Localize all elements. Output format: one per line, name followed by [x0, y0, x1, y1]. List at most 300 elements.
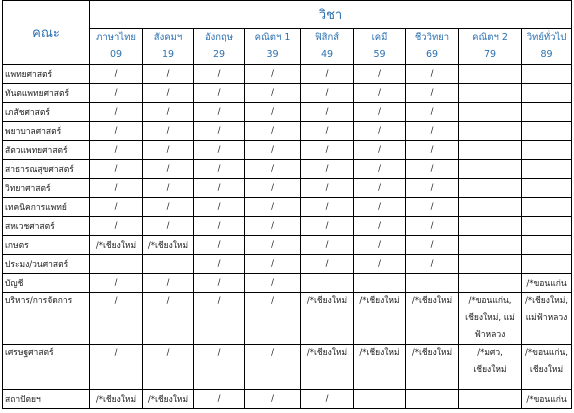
requirement-text: / [325, 126, 329, 136]
requirement-text: / [378, 126, 381, 136]
subject-code: 09 [109, 49, 123, 60]
requirement-cell [194, 141, 245, 160]
requirement-text: / [166, 107, 170, 117]
requirement-cell [406, 236, 459, 255]
table-row [3, 65, 572, 84]
requirement-text: / [325, 240, 329, 250]
requirement-text: / [430, 69, 434, 79]
table-row [3, 198, 572, 217]
subject-name: เคมี [371, 32, 388, 43]
requirement-text: / [166, 348, 170, 358]
requirement-cell [459, 293, 522, 345]
requirement-text: / [378, 145, 381, 155]
requirement-text: / [114, 164, 118, 174]
requirement-cell [354, 255, 406, 274]
faculty-subject-table [2, 0, 572, 409]
subject-name: ภาษาไทย [96, 32, 136, 43]
requirement-cell [459, 84, 522, 103]
requirement-cell [459, 274, 522, 293]
requirement-cell [354, 198, 406, 217]
requirement-cell [406, 103, 459, 122]
requirement-text: / [114, 202, 118, 212]
requirement-cell [522, 179, 572, 198]
requirement-cell [143, 345, 194, 390]
faculty-name: สถาปัตยฯ [3, 390, 90, 409]
requirement-cell [143, 84, 194, 103]
faculty-name: แพทยศาสตร์ [3, 65, 90, 84]
requirement-text: / [325, 202, 329, 212]
requirement-cell [406, 198, 459, 217]
requirement-cell [143, 293, 194, 345]
table-row [3, 390, 572, 409]
faculty-name: เทคนิคการแพทย์ [3, 198, 90, 217]
table-body [3, 65, 572, 409]
requirement-text: / [217, 394, 221, 404]
requirement-cell [90, 103, 143, 122]
requirement-text: / [430, 107, 434, 117]
requirement-cell [90, 65, 143, 84]
requirement-cell [354, 236, 406, 255]
requirement-text: / [217, 348, 221, 358]
requirement-text: / [325, 221, 329, 231]
table-row [3, 293, 572, 345]
subject-code: 69 [425, 49, 439, 60]
faculty-column-header: คณะ [3, 1, 90, 65]
requirement-text: / [325, 394, 329, 404]
requirement-cell [522, 103, 572, 122]
requirement-cell [245, 390, 301, 409]
requirement-cell [406, 217, 459, 236]
requirement-text: / [378, 259, 381, 269]
requirement-cell [143, 390, 194, 409]
requirement-text: / [217, 88, 221, 98]
table-row [3, 141, 572, 160]
requirement-text: / [325, 259, 329, 269]
table-row [3, 122, 572, 141]
requirement-cell [90, 217, 143, 236]
requirement-text: / [114, 145, 118, 155]
requirement-text: / [114, 107, 118, 117]
requirement-cell [143, 255, 194, 274]
requirement-cell [459, 103, 522, 122]
requirement-cell [522, 65, 572, 84]
requirement-cell [143, 274, 194, 293]
subject-name: ฟิสิกส์ [314, 32, 340, 43]
subject-name: อังกฤษ [204, 32, 234, 43]
requirement-cell [194, 390, 245, 409]
requirement-text: /*มศว, [477, 348, 503, 358]
subject-code: 59 [373, 49, 386, 60]
faculty-name: สัตวแพทยศาสตร์ [3, 141, 90, 160]
subject-group-header: วิชา [90, 1, 572, 29]
requirement-cell [194, 65, 245, 84]
requirement-cell [90, 179, 143, 198]
requirement-text: / [114, 183, 118, 193]
requirement-text: / [217, 259, 221, 269]
requirement-text: / [166, 88, 170, 98]
requirement-cell [90, 160, 143, 179]
requirement-cell [143, 103, 194, 122]
requirement-cell [522, 122, 572, 141]
subject-header [245, 29, 301, 65]
requirement-text: / [271, 202, 274, 212]
requirement-cell [354, 122, 406, 141]
requirement-text: / [325, 164, 329, 174]
subject-header [143, 29, 194, 65]
faculty-name: เศรษฐศาสตร์ [3, 345, 90, 390]
requirement-cell [143, 141, 194, 160]
requirement-cell [406, 345, 459, 390]
requirement-cell [90, 198, 143, 217]
requirement-text: /*เชียงใหม่ [359, 296, 400, 306]
subject-header [406, 29, 459, 65]
subject-code: 19 [161, 49, 175, 60]
requirement-cell [90, 236, 143, 255]
requirement-text: / [114, 221, 118, 231]
requirement-text: / [271, 221, 274, 231]
requirement-text: / [378, 240, 381, 250]
requirement-text: / [217, 278, 221, 288]
subject-code: 29 [212, 49, 226, 60]
requirement-cell [143, 65, 194, 84]
subject-name: คณิตฯ 1 [254, 32, 291, 43]
subject-header [459, 29, 522, 65]
requirement-text: / [378, 221, 381, 231]
requirement-cell [90, 141, 143, 160]
requirement-text: / [114, 278, 118, 288]
requirement-cell [194, 103, 245, 122]
faculty-name: พยาบาลศาสตร์ [3, 122, 90, 141]
requirement-text: /*เชียงใหม่ [411, 348, 453, 358]
faculty-name: บัญชี [3, 274, 90, 293]
requirement-text: / [430, 145, 434, 155]
requirement-cell [90, 274, 143, 293]
subject-header [301, 29, 354, 65]
requirement-text: / [430, 183, 434, 193]
faculty-name: บริหาร/การจัดการ [3, 293, 90, 345]
requirement-cell [90, 293, 143, 345]
requirement-cell [245, 217, 301, 236]
requirement-text: / [166, 221, 170, 231]
requirement-cell [522, 141, 572, 160]
requirement-cell [245, 103, 301, 122]
requirement-text: /*เชียงใหม่ [95, 395, 137, 405]
requirement-text: เชียงใหม่ [473, 365, 507, 375]
requirement-cell [354, 274, 406, 293]
requirement-text: / [217, 107, 221, 117]
table-row [3, 274, 572, 293]
requirement-text: / [166, 202, 170, 212]
requirement-text: / [217, 69, 221, 79]
requirement-cell [245, 179, 301, 198]
requirement-text: / [271, 296, 274, 306]
requirement-text: / [271, 107, 274, 117]
requirement-text: / [271, 145, 274, 155]
requirement-text: / [217, 296, 221, 306]
requirement-cell [301, 103, 354, 122]
requirement-text: เชียงใหม่ [529, 365, 564, 375]
subject-name: วิทย์ทั่วไป [526, 32, 567, 43]
requirement-cell [459, 141, 522, 160]
requirement-cell [406, 141, 459, 160]
requirement-text: / [166, 278, 170, 288]
requirement-text: / [430, 164, 434, 174]
requirement-cell [406, 84, 459, 103]
requirement-cell [354, 390, 406, 409]
requirement-text: / [271, 69, 274, 79]
requirement-cell [522, 293, 572, 345]
requirement-cell [522, 390, 572, 409]
requirement-cell [245, 236, 301, 255]
requirement-cell [194, 122, 245, 141]
requirement-cell [143, 160, 194, 179]
table-row [3, 160, 572, 179]
requirement-cell [90, 255, 143, 274]
requirement-cell [354, 84, 406, 103]
requirement-cell [354, 103, 406, 122]
requirement-cell [301, 217, 354, 236]
requirement-cell [194, 236, 245, 255]
requirement-cell [245, 255, 301, 274]
requirement-cell [301, 160, 354, 179]
faculty-name: สาธารณสุขศาสตร์ [3, 160, 90, 179]
requirement-text: / [166, 183, 170, 193]
requirement-cell [354, 179, 406, 198]
requirement-text: /*เชียงใหม่ [411, 296, 453, 306]
requirement-cell [459, 345, 522, 390]
requirement-text: / [430, 88, 434, 98]
requirement-cell [194, 160, 245, 179]
requirement-cell [301, 84, 354, 103]
faculty-name: เกษตร [3, 236, 90, 255]
requirement-text: / [430, 202, 434, 212]
subject-code: 89 [540, 49, 553, 60]
requirement-cell [90, 122, 143, 141]
requirement-cell [406, 65, 459, 84]
requirement-cell [522, 236, 572, 255]
requirement-cell [301, 198, 354, 217]
subject-code: 49 [320, 49, 334, 60]
requirement-cell [194, 274, 245, 293]
requirement-text: / [325, 145, 329, 155]
requirement-cell [301, 65, 354, 84]
requirement-text: / [271, 348, 274, 358]
requirement-text: / [430, 221, 434, 231]
requirement-cell [90, 84, 143, 103]
requirement-text: / [114, 88, 118, 98]
table-row [3, 103, 572, 122]
requirement-text: /*เชียงใหม่, [525, 296, 568, 306]
requirement-cell [522, 217, 572, 236]
requirement-cell [459, 198, 522, 217]
requirement-cell [522, 345, 572, 390]
requirement-cell [406, 179, 459, 198]
faculty-name: ทันตแพทยศาสตร์ [3, 84, 90, 103]
requirement-text: / [325, 107, 329, 117]
requirement-text: / [325, 183, 329, 193]
requirement-cell [143, 122, 194, 141]
requirement-cell [354, 345, 406, 390]
requirement-text: / [378, 69, 381, 79]
subject-header [354, 29, 406, 65]
subject-name: คณิตฯ 2 [472, 32, 508, 43]
requirement-text: / [166, 145, 170, 155]
requirement-cell [245, 84, 301, 103]
requirement-cell [245, 141, 301, 160]
requirement-text: / [271, 394, 274, 404]
requirement-cell [245, 274, 301, 293]
requirement-cell [459, 217, 522, 236]
requirement-cell [354, 141, 406, 160]
requirement-cell [406, 255, 459, 274]
requirement-text: /*ขอนแก่น, [525, 348, 568, 358]
requirement-text: / [217, 240, 221, 250]
requirement-text: /*ขอนแก่น [526, 279, 567, 289]
requirement-text: / [217, 202, 221, 212]
requirement-cell [301, 345, 354, 390]
requirement-text: เชียงใหม่, แม่ [465, 313, 515, 323]
requirement-cell [459, 65, 522, 84]
requirement-text: แม่ฟ้าหลวง [525, 313, 568, 323]
requirement-cell [406, 293, 459, 345]
requirement-text: / [271, 126, 274, 136]
requirement-cell [406, 122, 459, 141]
requirement-cell [194, 179, 245, 198]
requirement-cell [459, 160, 522, 179]
subject-code: 79 [483, 49, 497, 60]
table-row [3, 255, 572, 274]
requirement-cell [354, 160, 406, 179]
requirement-cell [143, 198, 194, 217]
table-row [3, 345, 572, 390]
requirement-cell [143, 217, 194, 236]
subject-header [522, 29, 572, 65]
requirement-text: / [325, 88, 329, 98]
requirement-cell [354, 65, 406, 84]
requirement-text: ฟ้าหลวง [474, 330, 506, 340]
requirement-cell [522, 198, 572, 217]
faculty-name: ประมง/วนศาสตร์ [3, 255, 90, 274]
requirement-text: / [271, 183, 274, 193]
faculty-name: สหเวชศาสตร์ [3, 217, 90, 236]
requirement-cell [459, 122, 522, 141]
subject-header [90, 29, 143, 65]
requirement-text: / [325, 69, 329, 79]
faculty-name: วิทยาศาสตร์ [3, 179, 90, 198]
header-row-top [3, 1, 572, 29]
requirement-text: /*ขอนแก่น, [468, 296, 512, 306]
requirement-cell [194, 255, 245, 274]
requirement-text: / [114, 296, 118, 306]
requirement-text: / [114, 69, 118, 79]
requirement-text: /*เชียงใหม่ [359, 348, 400, 358]
requirement-text: / [217, 183, 221, 193]
table-row [3, 179, 572, 198]
requirement-cell [194, 84, 245, 103]
requirement-cell [459, 179, 522, 198]
requirement-text: / [271, 259, 274, 269]
requirement-text: / [430, 259, 434, 269]
requirement-text: / [271, 88, 274, 98]
subject-name: ชีววิทยา [414, 32, 450, 43]
requirement-cell [522, 255, 572, 274]
requirement-cell [245, 198, 301, 217]
requirement-cell [406, 160, 459, 179]
requirement-text: /*เชียงใหม่ [306, 348, 348, 358]
requirement-cell [301, 179, 354, 198]
requirement-cell [194, 217, 245, 236]
requirement-cell [90, 390, 143, 409]
requirement-text: /*เชียงใหม่ [95, 241, 137, 251]
requirement-cell [354, 293, 406, 345]
requirement-text: /*เชียงใหม่ [147, 241, 189, 251]
requirement-text: / [166, 164, 170, 174]
requirement-text: / [114, 348, 118, 358]
requirement-cell [522, 160, 572, 179]
requirement-text: /*เชียงใหม่ [147, 395, 189, 405]
requirement-text: / [166, 126, 170, 136]
requirement-text: / [217, 145, 221, 155]
table-row [3, 217, 572, 236]
requirement-cell [301, 390, 354, 409]
requirement-text: / [114, 126, 118, 136]
requirement-text: /*ขอนแก่น [526, 395, 567, 405]
requirement-cell [459, 390, 522, 409]
requirement-cell [143, 179, 194, 198]
requirement-cell [194, 293, 245, 345]
requirement-cell [301, 274, 354, 293]
requirement-cell [301, 255, 354, 274]
requirement-cell [245, 122, 301, 141]
requirement-text: / [378, 107, 381, 117]
requirement-text: /*เชียงใหม่ [306, 296, 348, 306]
requirement-cell [354, 217, 406, 236]
requirement-text: / [166, 69, 170, 79]
requirement-text: / [217, 126, 221, 136]
requirement-cell [245, 293, 301, 345]
requirement-cell [245, 65, 301, 84]
requirement-cell [522, 84, 572, 103]
requirement-cell [406, 390, 459, 409]
table-row [3, 84, 572, 103]
requirement-text: / [271, 164, 274, 174]
requirement-text: / [430, 126, 434, 136]
requirement-cell [90, 345, 143, 390]
requirement-cell [406, 274, 459, 293]
requirement-cell [459, 236, 522, 255]
requirement-cell [143, 236, 194, 255]
table-row [3, 236, 572, 255]
requirement-text: / [430, 240, 434, 250]
subject-name: สังคมฯ [153, 32, 183, 43]
requirement-text: / [217, 164, 221, 174]
requirement-cell [301, 141, 354, 160]
requirement-cell [301, 236, 354, 255]
requirement-cell [245, 345, 301, 390]
requirement-text: / [378, 88, 381, 98]
requirement-cell [522, 274, 572, 293]
subject-code: 39 [266, 49, 279, 60]
faculty-name: เภสัชศาสตร์ [3, 103, 90, 122]
subject-header [194, 29, 245, 65]
requirement-text: / [378, 164, 381, 174]
requirement-cell [194, 345, 245, 390]
requirement-text: / [378, 183, 381, 193]
requirement-text: / [271, 278, 274, 288]
requirement-cell [459, 255, 522, 274]
requirement-text: / [166, 296, 170, 306]
requirement-cell [245, 160, 301, 179]
